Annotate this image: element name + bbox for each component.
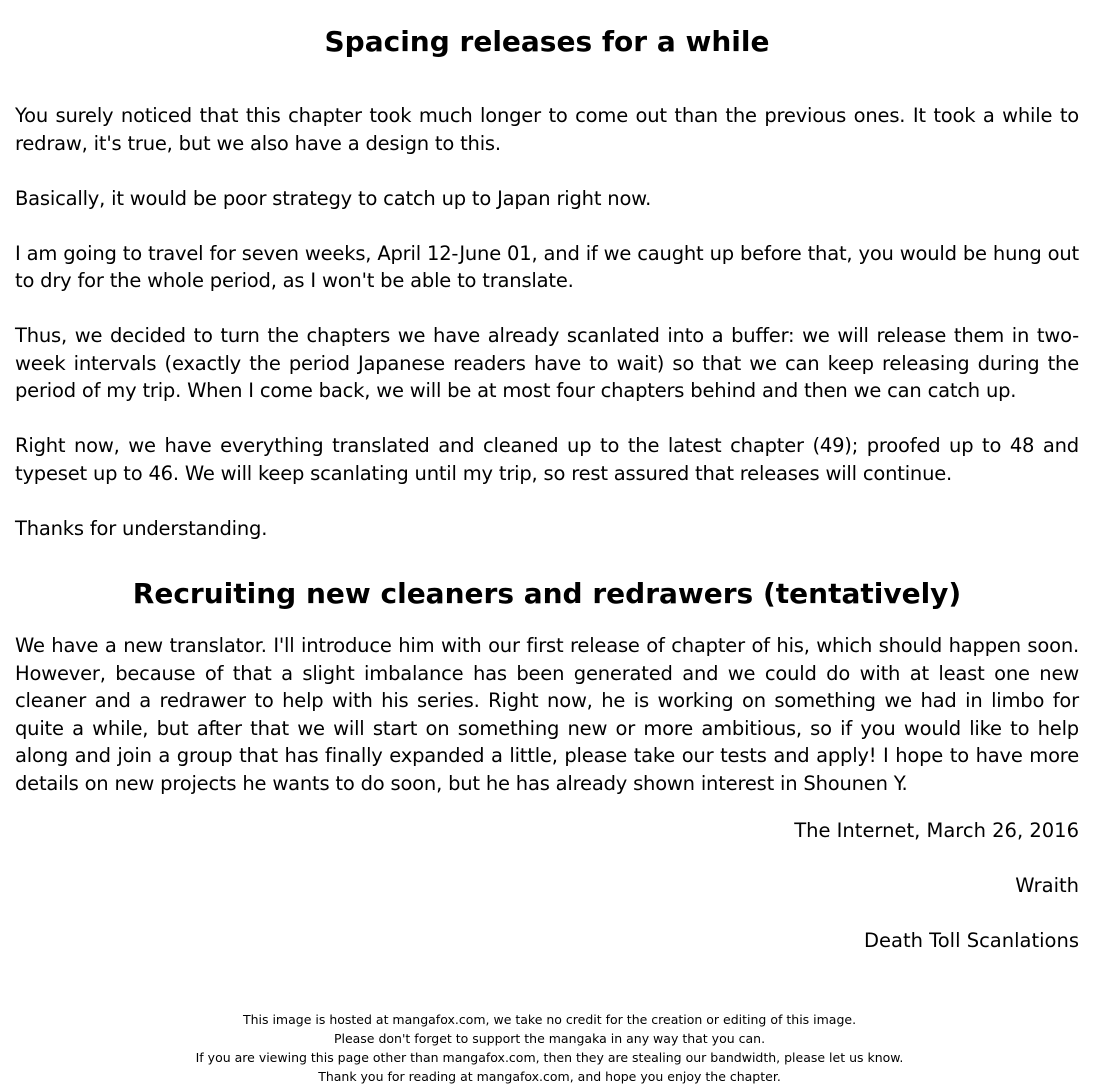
section-title-recruiting: Recruiting new cleaners and redrawers (tentatively) — [132, 577, 962, 610]
signature-place-date: The Internet, March 26, 2016 — [794, 819, 1079, 842]
paragraph-progress: Right now, we have everything translated and cleaned up to the latest chapter (49); proofed up to 48 and typeset up to 46. We will keep scanlating until my trip, so rest assured that releases will continue. — [15, 434, 1079, 485]
paragraph-chapter-delay: You surely noticed that this chapter took much longer to come out than the previous ones. It took a while to redraw, it's true, but we also have a design to this. — [15, 104, 1079, 155]
footer-line: Thank you for reading at mangafox.com, and hope you enjoy the chapter. — [318, 1069, 781, 1084]
paragraph-strategy: Basically, it would be poor strategy to catch up to Japan right now. — [15, 186, 652, 210]
footer-line: This image is hosted at mangafox.com, we take no credit for the creation or editing of this image. — [242, 1012, 857, 1027]
footer-line: If you are viewing this page other than mangafox.com, then they are stealing our bandwidth, please let us know. — [195, 1050, 904, 1065]
hosting-footer — [0, 1010, 1099, 1086]
document-page — [15, 0, 1079, 982]
paragraph-buffer: Thus, we decided to turn the chapters we have already scanlated into a buffer: we will release them in two-week intervals (exactly the period Japanese readers have to wait) so that we can keep releasing during the period of my trip. When I come back, we will be at most four chapters behind and then we can catch up. — [15, 324, 1079, 402]
paragraph-recruiting: We have a new translator. I'll introduce him with our first release of chapter of his, which should happen soon. However, because of that a slight imbalance has been generated and we could do with at least one new cleaner and a redrawer to help with his series. Right now, he is working on something we had in limbo for quite a while, but after that we will start on something new or more ambitious, so if you would like to help along and join a group that has finally expanded a little, please take our tests and apply! I hope to have more details on new projects he wants to do soon, but he has already shown interest in Shounen Y. — [15, 634, 1079, 795]
footer-line: Please don't forget to support the mangaka in any way that you can. — [333, 1031, 766, 1046]
paragraph-thanks: Thanks for understanding. — [15, 516, 268, 540]
section-title-spacing-releases: Spacing releases for a while — [324, 25, 770, 58]
paragraph-travel: I am going to travel for seven weeks, April 12-June 01, and if we caught up before that, you would be hung out to dry for the whole period, as I won't be able to translate. — [15, 241, 1079, 292]
signature-author: Wraith — [1015, 874, 1079, 897]
signature-group: Death Toll Scanlations — [863, 929, 1079, 952]
